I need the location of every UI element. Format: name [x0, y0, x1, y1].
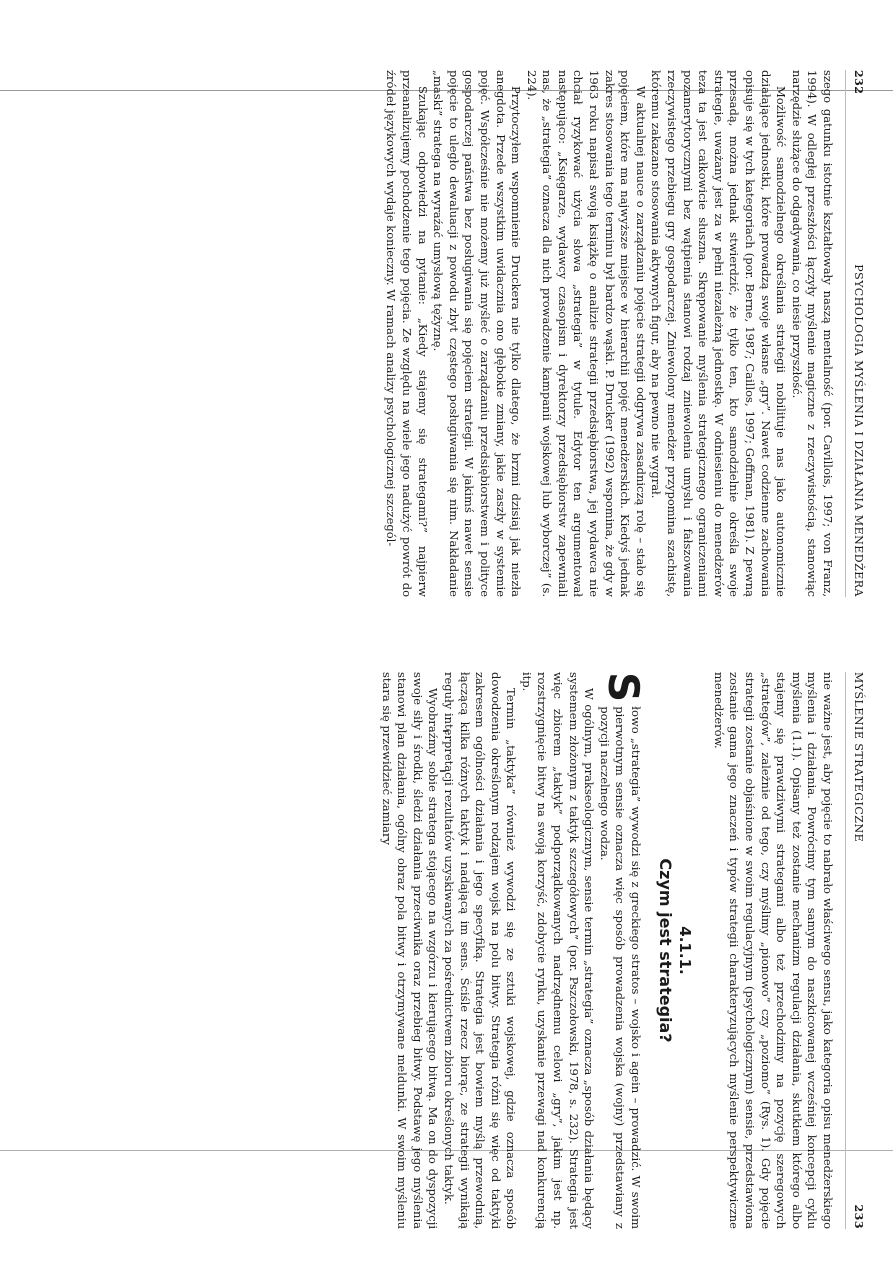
paragraph: szego gatunku istotnie kształtowały naszą mentalność (por. Cavillois, 1997; von Franz, 1994). W odległej przeszłości łączyły myślenie magiczne z rzeczywistością, stanowiąc narzędzie służące do odgadywania, co niesie przyszłość.: [789, 70, 835, 597]
section-title: Czym jest strategia?: [655, 858, 675, 1043]
page-number: 233: [852, 1204, 865, 1229]
paragraph: Szukając odpowiedzi na pytanie: „Kiedy stajemy się strategami?” najpierw przeanalizujemy pochodzenie tego pojęcia. Ze względu na wiele jego nadużyć powrót do źródeł językowych wydaje konieczny. W ramach analizy psychologicznej szczegól-: [384, 70, 430, 597]
paragraph-text: łowo „strategia” wywodzi się z greckiego stratos – wojsko i agein – prowadzić. W swoim pierwotnym sensie oznacza więc sposób prowadzenia wojska (wojny) przedstawiany z pozycji naczelnego wodza.: [597, 706, 644, 1229]
paragraph: Wyobraźmy sobie stratega stojącego na wzgórzu i kierującego bitwą. Ma on do dyspozycji swoje siły i środki, śledzi działania przeciwnika oraz przebieg bitwy. Podstawę jego myślenia stanowi plan działania, ogólny obraz pola bitwy i otrzymywane meldunki. W swoim myśleniu stara się przewidzieć zamiary: [379, 672, 441, 1229]
running-header: MYŚLENIE STRATEGICZNE: [852, 672, 865, 843]
paragraph: Możliwość samodzielnego określania strategii nobilituje nas jako autonomicznie działające jednostki, które prowadzą swoje własne „gry”. Nawet codzienne zachowania opisuje się w tych kategoriach (por. Berne, 1987; Caillos, 1997; Goffman, 1981). Z pewną przesadą, można jednak stwierdzić, że tylko ten, kto samodzielnie określa swoje strategie, uważany jest za w pełni niezależną jednostkę. W odniesieniu do menedżerów teza ta jest całkowicie słuszna. Skrępowanie myślenia strategicznego ograniczeniami pozamerytorycznymi bez wątpienia stanowi rodzaj zniewolenia umysłu i fałszowania rzeczywistego przebiegu gry gospodarczej. Zniewolony menedżer przypomina szachistę, któremu zakazano stosowania aktywnych figur, aby na pewno nie wygrał.: [649, 70, 789, 597]
paragraph: W aktualnej nauce o zarządzaniu pojęcie strategii odgrywa zasadniczą rolę – stało się pojęciem, które ma najwyższe miejsce w hierarchii pojęć menedżerskich. Kiedyś jednak zakres stosowania tego terminu był bardzo wąski. P. Drucker (1992) wspomina, że gdy w 1963 roku napisał swoją książkę o analizie strategii przedsiębiorstwa, jej wydawca nie chciał ryzykować użycia słowa „strategia” w tytule. Edytor ten argumentował następująco: „Księgarze, wydawcy czasopism i dyrektorzy przedsiębiorstw zapewniali nas, że „strategia” oznacza dla nich prowadzenie kampanii wojskowej lub wyborczej” (s. 224).: [524, 70, 648, 597]
paragraph: nie ważne jest, aby pojęcie to nabrało właściwego sensu, jako kategoria opisu menedżerskiego myślenia i działania. Powrócimy tym samym do naszkicowanej wcześniej koncepcji cyklu myślenia (1.1). Opisany też zostanie mechanizm regulacji działania, skutkiem którego albo stajemy się prawdziwymi strategami albo też przechodzimy na pozycję szeregowych „strategów”, zależnie od tego, czy myślimy „pionowo” czy „poziomo” (Rys. 1). Gdy pojęcie strategii zostanie objaśnione w swoim regulacyjnym (psychologicznym) sensie, przedstawiona zostanie gama jego znaczeń i typów strategii charakteryzujących myślenie perspektywiczne menedżerów.: [711, 672, 835, 1229]
drop-cap: S: [599, 672, 649, 703]
paragraph: Termin „taktyka” również wywodzi się ze sztuki wojskowej, gdzie oznacza sposób dowodzenia określonym rodzajem wojsk na polu bitwy. Strategia różni się więc od taktyki zakresem ogólności działania i jego specyfiką. Strategia jest bowiem myślą przewodnią, łączącą kilka różnych taktyk i nadającą im sens. Ściśle rzecz biorąc, ze strategii wynikają reguły interpretacji rezultatów uzyskiwanych za pośrednictwem zbioru określonych taktyk.: [441, 672, 519, 1229]
right-page-body: [378, 672, 835, 1229]
paragraph-with-drop-cap: [596, 672, 649, 1229]
paragraph: Przytoczyłem wspomnienie Druckera nie tylko dlatego, że brzmi dzisiaj jak niezła anegdota. Przede wszystkim uwidacznia ono głębokie zmiany, jakie zaszły w systemie pojęć. Współcześnie nie możemy już myśleć o zarządzaniu przedsiębiorstwem i polityce gospodarczej państwa bez posługiwania się pojęciem strategii. W jakimś nawet sensie pojęcie to uległo dewaluacji z powodu zbyt częstego posługiwania się nim. Nakładanie „maski” stratega na wyraźać umysłową tężyznę.: [431, 70, 524, 597]
running-header: PSYCHOLOGIA MYŚLENIA I DZIAŁANIA MENEDŻERA: [852, 264, 865, 597]
right-page-header: [845, 672, 865, 1229]
section-heading: [655, 672, 695, 1229]
left-page-body: [383, 70, 835, 597]
left-page: [0, 0, 893, 631]
section-number: 4.1.1.: [676, 926, 695, 975]
left-page-header: [845, 70, 865, 597]
right-page: [0, 632, 893, 1263]
paragraph: W ogólnym, prakseologicznym, sensie termin „strategia” oznacza „sposób działania będący systemem złożonym z taktyk szczegółowych” (por. Pszczołowski, 1978, s. 232). Strategia jest więc zbiorem „taktyk” podporządkowanych nadrzędnemu celowi „gry”, jakim jest np. rozstrzygnięcie bitwy na swoją korzyść, zdobycie rynku, uzyskanie przewagi nad konkurencją itp.: [519, 672, 597, 1229]
page-number: 232: [852, 70, 865, 95]
